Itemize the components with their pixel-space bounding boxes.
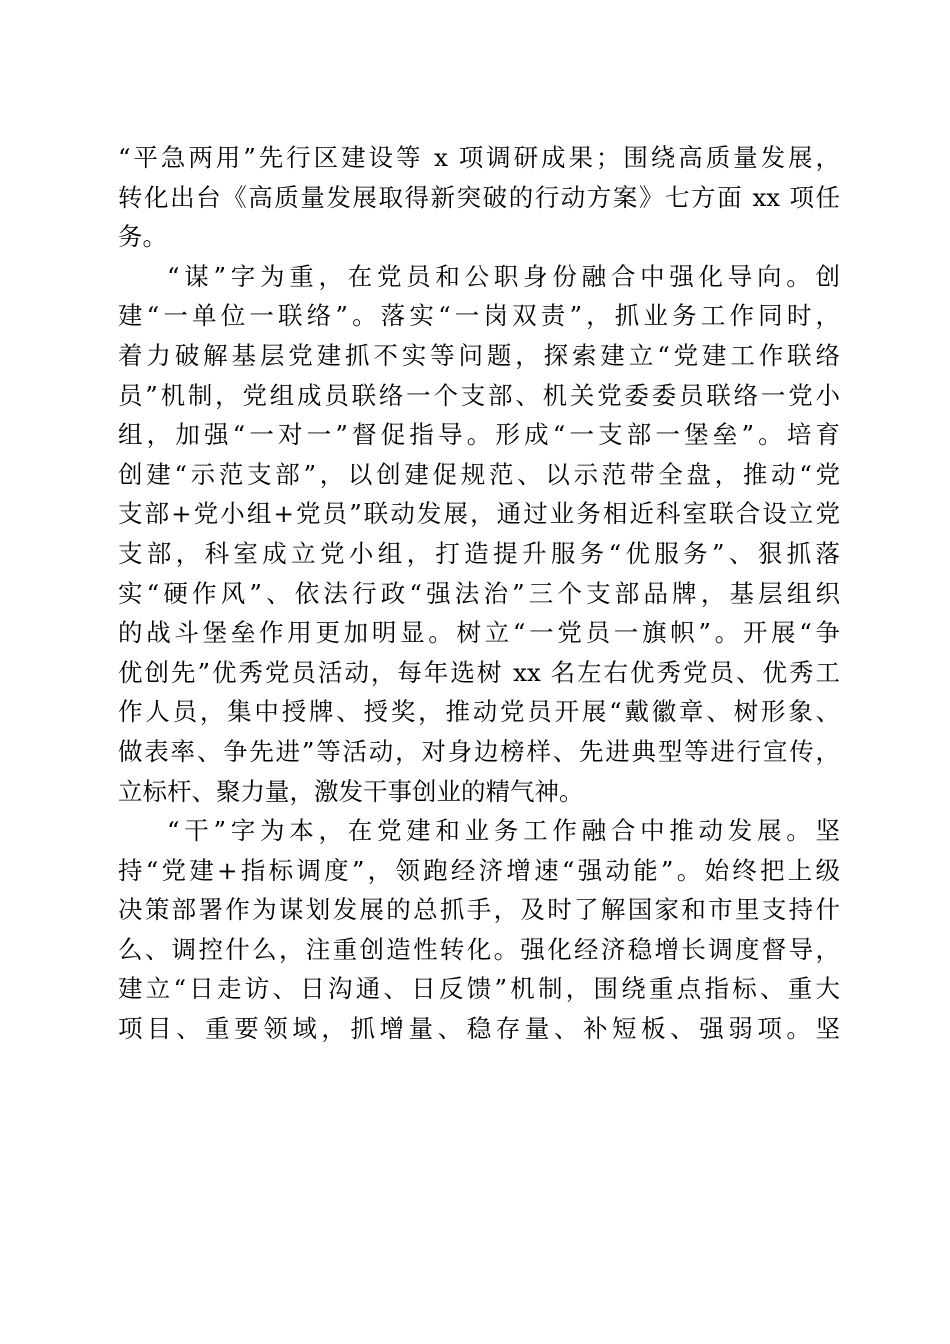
text-line: 转化出台《高质量发展取得新突破的行动方案》七方面 xx 项任: [118, 182, 840, 212]
text-line: “平急两用”先行区建设等 x 项调研成果；围绕高质量发展，: [118, 143, 840, 172]
document-body: [118, 138, 840, 1049]
text-line: 决策部署作为谋划发展的总抓手，及时了解国家和市里支持什: [118, 895, 840, 925]
text-line: 实“硬作风”、依法行政“强法治”三个支部品牌，基层组织: [118, 578, 840, 608]
text-line: 持“党建+指标调度”，领跑经济增速“强动能”。始终把上级: [118, 855, 840, 885]
text-line: 的战斗堡垒作用更加明显。树立“一党员一旗帜”。开展“争: [118, 618, 840, 648]
text-line: 员”机制，党组成员联络一个支部、机关党委委员联络一党小: [118, 380, 840, 410]
text-line: 着力破解基层党建抓不实等问题，探索建立“党建工作联络: [118, 340, 840, 370]
text-line: 组，加强“一对一”督促指导。形成“一支部一堡垒”。培育: [118, 420, 840, 450]
text-line: 建“一单位一联络”。落实“一岗双责”，抓业务工作同时，: [118, 301, 840, 331]
text-line: 项目、重要领域，抓增量、稳存量、补短板、强弱项。坚: [118, 1014, 840, 1044]
text-line: 么、调控什么，注重创造性转化。强化经济稳增长调度督导，: [118, 934, 840, 964]
text-line: 作人员，集中授牌、授奖，推动党员开展“戴徽章、树形象、: [118, 697, 840, 727]
paragraph-3: [118, 811, 840, 1049]
text-line: 支部+党小组+党员”联动发展，通过业务相近科室联合设立党: [118, 499, 840, 529]
paragraph-2: [118, 257, 840, 811]
text-line: 优创先”优秀党员活动，每年选树 xx 名左右优秀党员、优秀工: [118, 657, 840, 687]
text-line: “干”字为本，在党建和业务工作融合中推动发展。坚: [167, 816, 840, 846]
text-line: “谋”字为重，在党员和公职身份融合中强化导向。创: [167, 261, 840, 291]
text-line: 务。: [118, 222, 167, 252]
text-line: 立标杆、聚力量，激发干事创业的精气神。: [118, 776, 584, 806]
paragraph-1: [118, 138, 840, 257]
text-line: 创建“示范支部”，以创建促规范、以示范带全盘，推动“党: [118, 459, 840, 489]
text-line: 建立“日走访、日沟通、日反馈”机制，围绕重点指标、重大: [118, 974, 840, 1004]
text-line: 支部，科室成立党小组，打造提升服务“优服务”、狠抓落: [118, 538, 840, 568]
text-line: 做表率、争先进”等活动，对身边榜样、先进典型等进行宣传，: [118, 736, 840, 766]
